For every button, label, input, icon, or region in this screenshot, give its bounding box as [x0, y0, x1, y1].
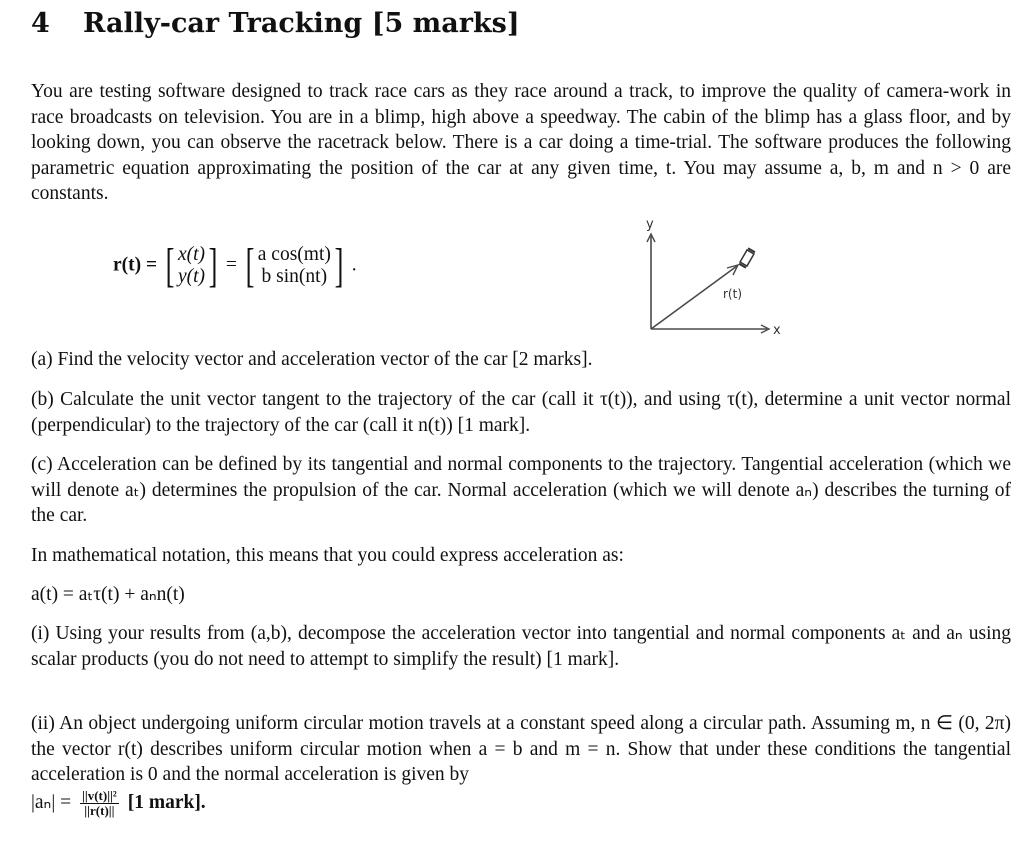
matrix-sin: b sin(nt)	[261, 266, 328, 287]
position-vector-diagram	[639, 216, 799, 341]
final-denominator: ||r(t)||	[84, 803, 115, 818]
final-lhs: |aₙ| =	[31, 791, 72, 813]
final-numerator: ||v(t)||²	[81, 788, 117, 803]
part-c-ii: (ii) An object undergoing uniform circular motion travels at a constant speed along a circular path. Assuming m, n ∈ (0, 2π) the vector r(t) describes uniform circular motion when a = b and m = n. Show that under these conditions the tangential acceleration is 0 and the normal acceleration is given by	[31, 713, 1011, 785]
equation-equals: =	[225, 254, 237, 276]
matrix-xy: [ x(t) y(t) ]	[165, 239, 218, 292]
equation-end: .	[351, 254, 357, 276]
equation-lhs: r(t) =	[113, 254, 158, 276]
matrix-param: [ a cos(mt) b sin(nt) ]	[245, 239, 344, 292]
y-axis-label: y	[646, 217, 654, 232]
section-number: 4	[31, 8, 50, 39]
part-b: (b) Calculate the unit vector tangent to the trajectory of the car (call it τ(t)), and using τ(t), determine a unit vector normal (perpendicular) to the trajectory of the car (call it n(t)) [1 mark].	[31, 389, 1011, 436]
final-marks: [1 mark].	[127, 791, 206, 813]
matrix-cos: a cos(mt)	[257, 244, 331, 265]
section-title: Rally-car Tracking	[83, 8, 363, 39]
x-axis-label: x	[773, 323, 781, 338]
car-icon	[739, 248, 755, 268]
final-fraction	[80, 789, 119, 818]
part-c: (c) Acceleration can be defined by its tangential and normal components to the trajectory. Tangential acceleration (which we will denote aₜ) determines the propulsion of the car. Normal acceleration (which we will denote aₙ) describes the turning of the car.	[31, 454, 1011, 526]
section-heading	[31, 8, 520, 39]
part-c-i: (i) Using your results from (a,b), decompose the acceleration vector into tangential and normal components aₜ and aₙ using scalar products (you do not need to attempt to simplify the result) [1 mark].	[31, 623, 1011, 670]
matrix-y: y(t)	[177, 266, 206, 287]
final-formula	[31, 789, 206, 818]
intro-paragraph: You are testing software designed to track race cars as they race around a track, to improve the quality of camera-work in race broadcasts on television. You are in a blimp, high above a speedway. The cabin of the blimp has a glass floor, and by looking down, you can observe the racetrack below. There is a car doing a time-trial. The software produces the following parametric equation approximating the position of the car at any given time, t. You may assume a, b, m and n > 0 are constants.	[31, 81, 1011, 204]
parametric-equation	[113, 239, 357, 292]
vector-label: r(t)	[723, 287, 743, 301]
matrix-x: x(t)	[177, 244, 206, 265]
acceleration-equation: a(t) = aₜτ(t) + aₙn(t)	[31, 584, 185, 605]
section-marks: [5 marks]	[371, 8, 520, 39]
part-a: (a) Find the velocity vector and acceleration vector of the car [2 marks].	[31, 349, 593, 370]
notation-intro: In mathematical notation, this means that you could express acceleration as:	[31, 545, 624, 566]
